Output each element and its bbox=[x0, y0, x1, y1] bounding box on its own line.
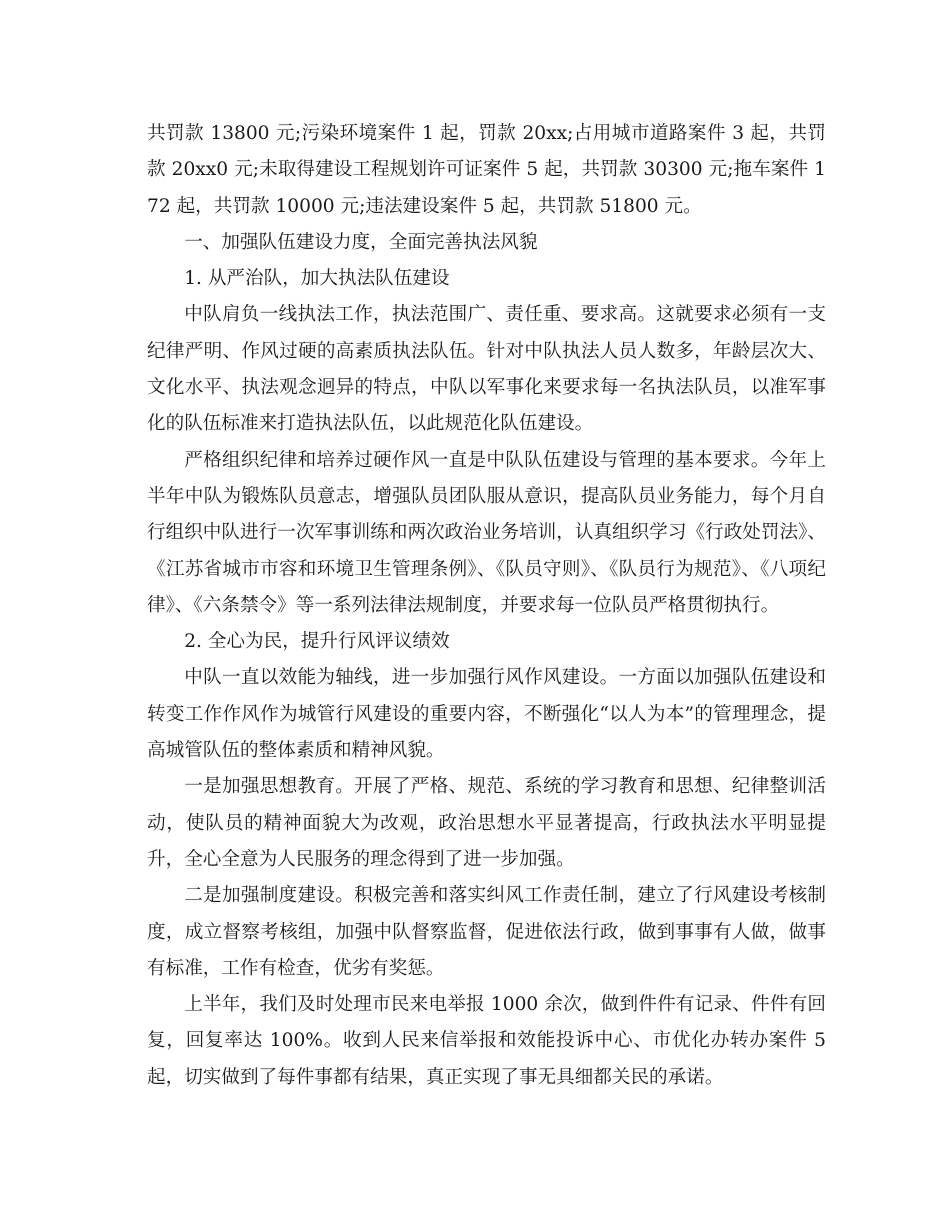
paragraph-discipline-training: 严格组织纪律和培养过硬作风一直是中队队伍建设与管理的基本要求。今年上半年中队为锻炼队员意志，增强队员团队服从意识，提高队员业务能力，每个月自行组织中队进行一次军事训练和两次政治业务培训，认真组织学习《行政处罚法》、《江苏省城市市容和环境卫生管理条例》、《队员守则》、《队员行为规范》、《八项纪律》、《六条禁令》等一系列法律法规制度，并要求每一位队员严格贯彻执行。 bbox=[147, 449, 826, 616]
paragraph-team-requirements: 中队肩负一线执法工作，执法范围广、责任重、要求高。这就要求必须有一支纪律严明、作风过硬的高素质执法队伍。针对中队执法人员人数多，年龄层次大、文化水平、执法观念迥异的特点，中队以军事化来要求每一名执法队员，以准军事化的队伍标准来打造执法队伍，以此规范化队伍建设。 bbox=[147, 304, 826, 435]
subsection-heading-strict-management: 1. 从严治队，加大执法队伍建设 bbox=[184, 268, 450, 290]
paragraph-fines-summary: 共罚款 13800 元;污染环境案件 1 起，罚款 20xx;占用城市道路案件 3 起，共罚款 20xx0 元;未取得建设工程规划许可证案件 5 起，共罚款 30300 元;拖车案件 172 起，共罚款 10000 元;违法建设案件 5 起，共罚款 51800 元。 bbox=[147, 123, 826, 217]
paragraph-ideological-education: 一是加强思想教育。开展了严格、规范、系统的学习教育和思想、纪律整训活动，使队员的精神面貌大为改观，政治思想水平显著提高，行政执法水平明显提升，全心全意为人民服务的理念得到了进一步加强。 bbox=[147, 776, 826, 870]
paragraph-citizen-reports: 上半年，我们及时处理市民来电举报 1000 余次，做到件件有记录、件件有回复，回复率达 100%。收到人民来信举报和效能投诉中心、市优化办转办案件 5 起，切实做到了每件事都有结果，真正实现了事无具细都关民的承诺。 bbox=[147, 994, 826, 1088]
section-heading-team-building: 一、加强队伍建设力度，全面完善执法风貌 bbox=[184, 231, 538, 253]
paragraph-efficiency-style: 中队一直以效能为轴线，进一步加强行风作风建设。一方面以加强队伍建设和转变工作作风作为城管行风建设的重要内容，不断强化“以人为本”的管理理念，提高城管队伍的整体素质和精神风貌。 bbox=[147, 667, 826, 762]
paragraph-system-building: 二是加强制度建设。积极完善和落实纠风工作责任制，建立了行风建设考核制度，成立督察考核组，加强中队督察监督，促进依法行政，做到事事有人做，做事有标准，工作有检查，优劣有奖惩。 bbox=[147, 885, 826, 979]
subsection-heading-serve-people: 2. 全心为民，提升行风评议绩效 bbox=[184, 631, 450, 653]
